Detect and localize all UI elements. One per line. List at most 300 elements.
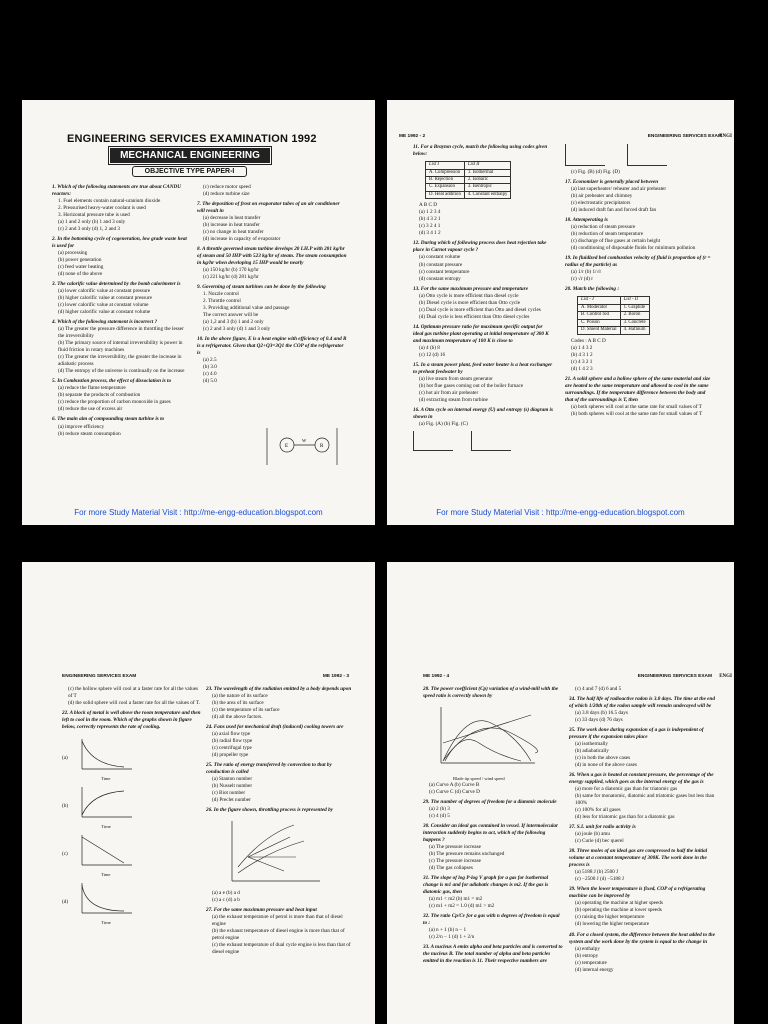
question-block [206,807,356,814]
list-table-row [578,304,650,311]
question-stem: 29. The number of degrees of freedom for a diatomic molecule [423,799,557,806]
question-option: (a) joule (b) amu [575,831,611,838]
question-option: (c) the hollow sphere will cool at a faster rate for all the values of T [68,686,199,700]
question-option: (c) 4 and 7 (d) 6 and 5 [575,686,622,692]
question-option: (b) The primary source of internal irreversibility is power in fluid friction in rotary machines [58,340,183,354]
fig-c-graph [471,431,511,451]
question-option: (a) axial flow type [212,731,251,738]
question-option: (d) internal energy [575,966,614,973]
question-option: (c) Curie (d) bec querel [575,838,624,845]
question-option: (a) 1 2 3 4 [419,209,441,216]
exam-title: ENGINEERING SERVICES EXAMINATION 1992 [67,133,317,145]
page4-header-left: ME 1992 - 4 [423,674,450,679]
question-option: (d) induced draft fan and forced draft fan [571,207,657,214]
graph-axis-time: Time [101,872,111,878]
question-option: (a) a e (b) a d [212,890,240,897]
list2-i-header: List - I [578,297,621,304]
scan-page-3 [22,562,375,1024]
question-stem: 11. For a Brayton cycle, match the following using codes given below: [413,144,548,158]
question-block [565,169,715,176]
page1-right-column [197,184,347,449]
question-option: (a) Stanton number [212,776,253,783]
question-block [413,202,553,237]
question-block [52,378,187,413]
question-stem: 7. The deposition of frost on evaporator tubes of an air conditioner will result in [197,201,340,215]
question-option: (d) Preclet number [212,797,251,804]
question-block [52,281,187,316]
question-stem: 13. For the same maximum pressure and temperature [413,285,528,292]
fig-b-d-graphs [565,144,715,166]
cooling-graph [78,737,134,782]
question-stem: 28. The power coefficient (Cp) variation of a wind-mill with the speed ratio is correctly shown by [423,686,559,700]
page4-header-right: ENGINEERING SERVICES EXAM [637,674,712,679]
otto-diagram-figures [413,431,553,451]
question-option: (d) less for triatomic gas than for a diatomic gas [575,814,675,821]
graph-option-label: (b) [62,802,69,809]
question-block [197,201,347,243]
list-table-cell: A. Compression [426,169,465,176]
question-block [423,913,563,941]
page2-left-column [413,144,553,451]
question-option: (c) lower calorific value at constant volume [58,302,149,309]
question-stem: 4. Which of the following statement is incorrect ? [52,319,158,326]
page2-right-column [565,144,715,421]
list-table-row [426,169,511,176]
question-option: (c) √r (d) r [571,276,593,283]
question-option: (a) improve efficiency [58,423,105,430]
question-block [197,336,347,385]
question-option: (a) 2 (b) 3 [429,806,450,813]
question-option: (c) 2/n − 1 (d) 1 + 2/n [429,934,475,941]
question-option: (c) 221 kg/hr (d) 281 kg/hr [203,274,259,281]
question-block [569,772,715,821]
list-table-row [578,312,650,319]
question-stem: 24. Fans used for mechanical draft (induced) cooling towers are [206,724,344,731]
question-stem: 25. The ratio of energy transferred by convection to that by conduction is called [206,762,332,776]
graph-option-label: (d) [62,898,69,905]
question-option: (b) 4 3 2 1 [419,216,441,223]
list-table-cell: C. Poison [578,319,621,326]
question-option: (b) reduce steam consumption [58,430,121,437]
question-option: (c) no change in heat transfer [203,229,264,236]
question-block [569,848,715,883]
question-option: (a) 2.5 [203,357,217,364]
question-stem: 23. The wavelength of the radiation emitted by a body depends upon [206,686,352,692]
list-table-cell: 3. Concrete [620,319,649,326]
list-table-cell: 3. Isentropic [464,184,511,191]
question-option: (b) Nusselt number [212,783,253,790]
page4-right-column [569,686,715,977]
question-option: (c) reduce the proportion of carbon monoxide in gases [58,399,171,406]
question-option: (b) constant pressure [419,261,463,268]
question-option: (a) last superheater/ reheater and air preheater [571,186,667,193]
question-option: (c) Curve C (d) Curve D [429,789,480,796]
question-stem: 2. In the bottoming cycle of cogeneration, low grade waste heat is used for [52,236,187,250]
list-table-cell: 1. Graphite [620,304,649,311]
question-block [569,696,715,724]
question-option: (a) both spheres will cool at the same rate for small values of T [571,403,702,410]
question-stem: 32. The ratio Cp/Cv for a gas with n degrees of freedom is equal to : [423,913,560,927]
question-block [413,144,553,158]
question-option: (d) constant entropy [419,275,461,282]
question-stem: 30. Consider an ideal gas contained in vessel. If intermolecular interaction suddenly begins to act, which of the following happens ? [423,823,559,844]
question-option: (a) isothermally [575,741,608,748]
question-stem: 34. The half life of radioactive radon is 3.8 days. The time at the end of which 1/20th of the radon sample will remain undecayed will be [569,696,715,710]
question-option: (c) Dual cycle is more efficient than Otto and diesel cycles [419,306,541,313]
footer-study-link[interactable]: For more Study Material Visit : http://me-engg-education.blogspot.com [74,508,323,517]
question-option: (a) 1 and 2 only (b) 1 and 3 only [58,219,126,226]
question-stem: 5. In Combustion process, the effect of dissociation is to [52,378,172,385]
question-stem: 40. For a closed system, the difference between the heat added to the system and the work done by the system is equal to the change in [569,931,715,945]
question-option: (c) m1 + m2 = 1.0 (d) m1 > m2 [429,903,495,910]
question-block [565,286,715,293]
question-option: (c) electrostatic precipitators [571,200,631,207]
heat-engine-diagram [257,420,367,470]
question-option: (d) 3 4 1 2 [419,230,441,237]
question-option: (a) operating the machine at higher speeds [575,900,663,907]
question-option: (b) operating the machine at lower speeds [575,907,662,914]
svg-text:E: E [285,444,289,449]
question-stem: 6. The main aim of compounding steam turbine is to [52,416,165,423]
question-block [565,217,715,252]
question-option: (c) raising the higher temperature [575,914,645,921]
question-option: (d) reduce turbine size [203,191,250,198]
throttling-diagram [224,817,324,887]
question-block [197,184,347,198]
list-table-row [426,176,511,183]
question-block [413,240,553,282]
question-block [206,686,356,721]
list-table-cell: C. Expansion [426,184,465,191]
question-option: (b) separate the products of combustion [58,392,141,399]
list-i-header: List I [426,162,465,169]
question-option: Codes : A B C D [571,337,606,344]
question-option: (b) both spheres will cool at the same rate for small values of T [571,410,703,417]
question-option: 2. Throttle control [203,298,241,305]
question-option: (c) constant temperature [419,268,470,275]
question-block [423,823,563,872]
subject-banner: MECHANICAL ENGINEERING [110,148,270,163]
graph-option-label: (c) [62,850,68,857]
question-stem: 39. When the lower temperature is fixed, COP of a refrigerating machine can be improved by [569,886,706,900]
question-option: (a) decrease in heat transfer [203,215,261,222]
list-table-cell: A. Moderator [578,304,621,311]
question-stem: 37. S.I. unit for radio activity is [569,824,636,831]
question-block [423,944,563,965]
question-stem: 21. A solid sphere and a hollow sphere of the same material and size are heated to the same temperature and allowed to cool in the same surroundings. If the temperature difference between the body and that of the surroundings is T, then [565,375,711,403]
list-table-cell: D. Shield Material [578,327,621,334]
question-block [569,727,715,769]
question-option: (a) Otto cycle is more efficient than diesel cycle [419,292,519,299]
question-block [206,907,356,956]
list-table-cell: 4. Hafnium [620,327,649,334]
question-option: (c) 100% for all gases [575,807,621,814]
question-option: (a) enthalpy [575,945,600,952]
question-block [565,376,715,418]
cooling-graph [78,833,134,878]
question-option: (b) adiabatically [575,748,609,755]
question-stem: 16. A Otto cycle on internal energy (U) and entropy (s) diagram is shown in [413,406,554,420]
fig-a-graph [413,431,453,451]
question-block [423,875,563,910]
power-coefficient-graph [431,703,541,775]
question-block [52,319,187,375]
list-table-cell: 2. Boron [620,312,649,319]
question-option: (a) m1 < m2 (b) m1 = m2 [429,896,483,903]
question-stem: 22. A block of metal is well above the room temperature and then left to cool in the room. Which of the graphs shown in figure below, correctly represents the rate of cooling. [62,710,201,731]
question-stem: 19. In fluidized bed combustion velocity of fluid is proportion of (r = radius of the particle) as [565,255,711,269]
footer-study-link-2[interactable]: For more Study Material Visit : http://me-engg-education.blogspot.com [436,508,685,517]
question-option: (a) the nature of its surface [212,693,268,700]
question-option: (a) 5188 J (b) 2500 J [575,869,619,876]
question-block [565,338,715,373]
page2-header-right: ENGINEERING SERVICES EXAM [647,134,722,139]
nuclear-list-table [577,296,650,334]
page2-edge-text: ENGI [719,134,732,139]
question-option: (a) reduction of steam pressure [571,224,636,231]
question-block [413,407,553,428]
question-block [206,762,356,804]
question-option: (c) Biot number [212,790,246,797]
question-block [62,710,202,731]
list-table-row [578,327,650,334]
graph-axis-time: Time [101,920,111,926]
fig-b-graph [565,144,605,166]
question-option: (a) The greater the pressure difference in throttling the lesser the irreversibility [58,326,184,340]
question-block [52,184,187,233]
question-option: (a) live steam from steam generator [419,375,493,382]
question-option: 2. Pressurised heavy-water coolant is used [58,205,146,212]
question-stem: 14. Optimum pressure ratio for maximum specific output for ideal gas turbine plant operating at initial temperature of 300 K and maximum temperature of 100 K is close to [413,323,549,344]
question-option: (a) 1/r (b) 1/√r [571,269,602,276]
list-table-cell: D. Heat addition [426,191,465,198]
question-option: (a) Fig. (A) (b) Fig. (C) [419,420,468,427]
question-block [565,179,715,214]
question-block [52,416,187,437]
question-option: (c) the exhaust temperature of dual cycle engine is less than that of diesel engine [212,942,351,956]
question-option: (c) hot air from air preheater [419,389,479,396]
list-table-row [426,191,511,198]
question-block [197,284,347,333]
question-option: 1. Fuel elements contain natural-uranium dioxide [58,198,161,205]
graph-axis-time: Time [101,776,111,782]
question-block [206,724,356,759]
question-stem: 1. Which of the following statements are true about CANDU reactors: [52,184,182,198]
question-option: (d) higher calorific value at constant volume [58,309,151,316]
question-option: (c) the temperature of its surface [212,707,280,714]
fig-d-graph [627,144,667,166]
cooling-graph-option [62,881,202,926]
question-stem: 33. A nucleus A emits alpha and beta particles and is converted to the nucleus B. The total number of alpha and beta particles emitted in the reaction is 11. Their respective numbers are [423,944,563,965]
question-option: (c) temperature [575,959,607,966]
question-option: (c) centrifugal type [212,745,252,752]
question-option: (c) The pressure increase [429,858,481,865]
question-option: (c) 2 and 3 only (d) 1 and 3 only [203,326,271,333]
list-table-row [426,184,511,191]
question-option: The correct answer will be [203,312,259,319]
question-option: (c) in both the above cases [575,755,631,762]
question-option: 1. Nozzle control [203,291,239,298]
page4-edge-text: ENGI [719,674,732,679]
cooling-graph [78,785,134,830]
question-option: (c) 4.0 [203,371,217,378]
question-option: (d) in none of the above cases [575,762,637,769]
question-option: (b) hot flue gases coming out of the boiler furnace [419,382,524,389]
question-stem: 10. In the above figure, E is a heat engine with efficiency of 0.4 and R is a refrigerator. Given that Q2+Q3=3Q1 the COP of the refrigerator is [197,336,347,357]
question-option: (b) radial flow type [212,738,253,745]
list-table-cell: 4. Constant enthalpy [464,191,511,198]
question-option: 3. Providing additional value and passage [203,305,290,312]
question-block [569,686,715,693]
question-stem: 20. Match the following : [565,286,620,293]
question-stem: 8. A throttle governed steam turbine develops 20 I.H.P with 281 kg/hr of steam and 50 IHP with 523 kg/hr of steam. The steam consumption in kg/hr when developing 15 IHP would be nearly [197,246,347,267]
question-option: (b) Diesel cycle is more efficient than Otto cycle [419,299,521,306]
question-option: (c) feed water heating [58,264,104,271]
question-option: (b) the area of its surface [212,700,264,707]
question-option: (b) The pressure remains unchanged [429,851,505,858]
question-stem: 3. The calorific value determined by the bomb calorimeter is [52,281,181,288]
question-option: (d) 1 4 2 3 [571,365,593,372]
question-option: (c) −2500 J (d) −5188 J [575,876,624,883]
scan-page-4 [387,562,734,1024]
list-ii-header: List II [464,162,511,169]
question-block [565,255,715,283]
list-table-cell: B. Rejection [426,176,465,183]
question-option: (c) a c (d) a b [212,897,240,904]
question-option: (d) reduce the use of excess air [58,406,123,413]
cooling-graph-option [62,737,202,782]
scan-page-2 [387,100,734,525]
list-table-cell: 1. Isothermal [464,169,511,176]
question-option: 3. Horizontal pressure tube is used [58,212,130,219]
question-option: (b) air preheater and chimney [571,193,633,200]
question-option: (d) the solid sphere will cool a faster rate for all the values of T. [68,700,200,707]
svg-text:W: W [302,438,307,443]
question-stem: 35. The work done during expansion of a gas is independent of pressure if the expansion takes place [569,727,704,741]
question-option: (b) 4 3 1 2 [571,351,593,358]
question-stem: 27. For the same maximum pressure and heat input [206,907,317,914]
paper-type-label: OBJECTIVE TYPE PAPER-I [132,166,247,177]
question-block [52,236,187,278]
question-option: (c) discharge of flue gases at certain height [571,238,661,245]
question-block [569,886,715,928]
question-option: (b) reduction of steam temperature [571,231,644,238]
page2-header-left: ME 1992 - 2 [399,134,426,139]
question-stem: 12. During which of following process does heat rejection take place in Carnot vapour cycle ? [413,240,547,254]
question-block [569,932,715,974]
question-option: A B C D [419,202,438,209]
page3-right-column [206,686,356,959]
question-option: (a) n + 1 (b) n − 1 [429,927,467,934]
graph-axis-time: Time [101,824,111,830]
question-stem: 17. Economizer is generally placed between [565,179,659,186]
question-option: (d) conditioning of disposable fluids for minimum pollution [571,245,696,252]
question-option: (b) higher calorific value at constant pressure [58,295,152,302]
question-block [206,890,356,904]
question-option: (a) 150 kg/hr (b) 170 kg/hr [203,267,259,274]
question-option: (c) 4 (d) 5 [429,813,450,820]
question-option: (a) 1 4 3 2 [571,344,593,351]
question-option: (a) 1,2 and 3 (b) 1 and 2 only [203,319,264,326]
question-option: (c) 33 days (d) 76 days [575,717,623,724]
question-block [423,782,563,796]
question-option: (c) 4 3 2 1 [571,358,593,365]
question-block [62,686,202,707]
page4-header [423,674,712,679]
question-option: (d) increase in capacity of evaporator [203,236,281,243]
question-option: (d) propeller type [212,752,249,759]
question-stem: 26. In the figure shown, throttling process is represented by [206,807,333,814]
question-option: (b) increase in heat transfer [203,222,260,229]
page3-left-column [62,686,202,927]
question-option: (b) same for monatomic, diatomic and triatomic gases but less than 100% [575,793,715,807]
question-option: (b) entropy [575,952,599,959]
question-option: (d) extracting steam from turbine [419,396,488,403]
question-block [423,799,563,820]
question-block [423,686,563,700]
question-stem: 38. Three moles of an ideal gas are compressed to half the initial volume at a constant temperature of 300K. The work done in the process is [569,848,708,869]
question-option: (a) reduce the flame temperature [58,385,126,392]
list2-ii-header: List - II [620,297,649,304]
power-graph-caption: Blade tip speed / wind speed [453,776,505,782]
list-table-cell: B. Control rod [578,312,621,319]
question-option: (a) the exhaust temperature of petrol is more than that of diesel engine [212,914,343,928]
question-option: (a) constant volume [419,254,461,261]
question-option: (c) 2 and 3 only (d) 1, 2 and 3 [58,226,120,233]
cooling-graph-option [62,785,202,830]
page1-left-column [52,184,187,441]
question-option: (d) none of the above [58,271,103,278]
svg-text:R: R [320,444,324,449]
page3-header-right: ME 1992 - 3 [322,674,349,679]
question-option: (b) the exhaust temperature of diesel engine is more than that of petrol engine [212,928,345,942]
scan-page-1 [22,100,375,525]
page4-left-column [423,686,563,968]
list-table-cell: 2. Isobaric [464,176,511,183]
question-block [413,362,553,404]
question-option: (a) lower calorific value at constant pressure [58,288,151,295]
page3-header-left: ENGINEERING SERVICES EXAM [62,674,137,679]
graph-option-label: (a) [62,754,68,761]
question-option: (d) The entropy of the universe is continually on the increase [58,368,185,375]
question-option: (a) more for a diatomic gas than for triatomic gas [575,786,678,793]
question-option: (d) lowering the higher temperature [575,921,650,928]
list-table-row [578,319,650,326]
question-stem: 31. The slope of log P-log V graph for a gas for isothermal change is m1 and for adiabatic changes is m2. If the gas is diatomic gas, then [423,875,549,896]
page3-header [62,674,349,679]
question-option: (d) Dual cycle is less efficient than Otto diesel cycles [419,313,530,320]
question-option: (d) The gas collapses [429,865,473,872]
question-option: (a) processing [58,250,88,257]
question-block [197,246,347,281]
cooling-graph [78,881,134,926]
question-stem: 15. In a steam power plant, feed water heater is a heat exchanger to preheat feedwater by [413,361,553,375]
question-option: (c) 3 2 4 1 [419,223,441,230]
brayton-list-table [425,161,511,199]
question-option: (b) 3.0 [203,364,217,371]
question-block [413,286,553,321]
question-option: (b) power generation [58,257,102,264]
question-option: (a) The pressure increase [429,844,481,851]
cooling-graph-option [62,833,202,878]
question-option: (d) 5.0 [203,378,217,385]
question-option: (c) 12 (d) 16 [419,351,446,358]
question-stem: 36. When a gas is heated at constant pressure, the percentage of the energy supplied, which goes as the internal energy of the gas is [569,772,714,786]
question-option: (a) Curve A (b) Curve B [429,782,480,789]
question-block [413,324,553,359]
question-option: (d) all the above factors. [212,714,263,721]
question-stem: 9. Governing of steam turbines can be done by the following [197,284,326,291]
